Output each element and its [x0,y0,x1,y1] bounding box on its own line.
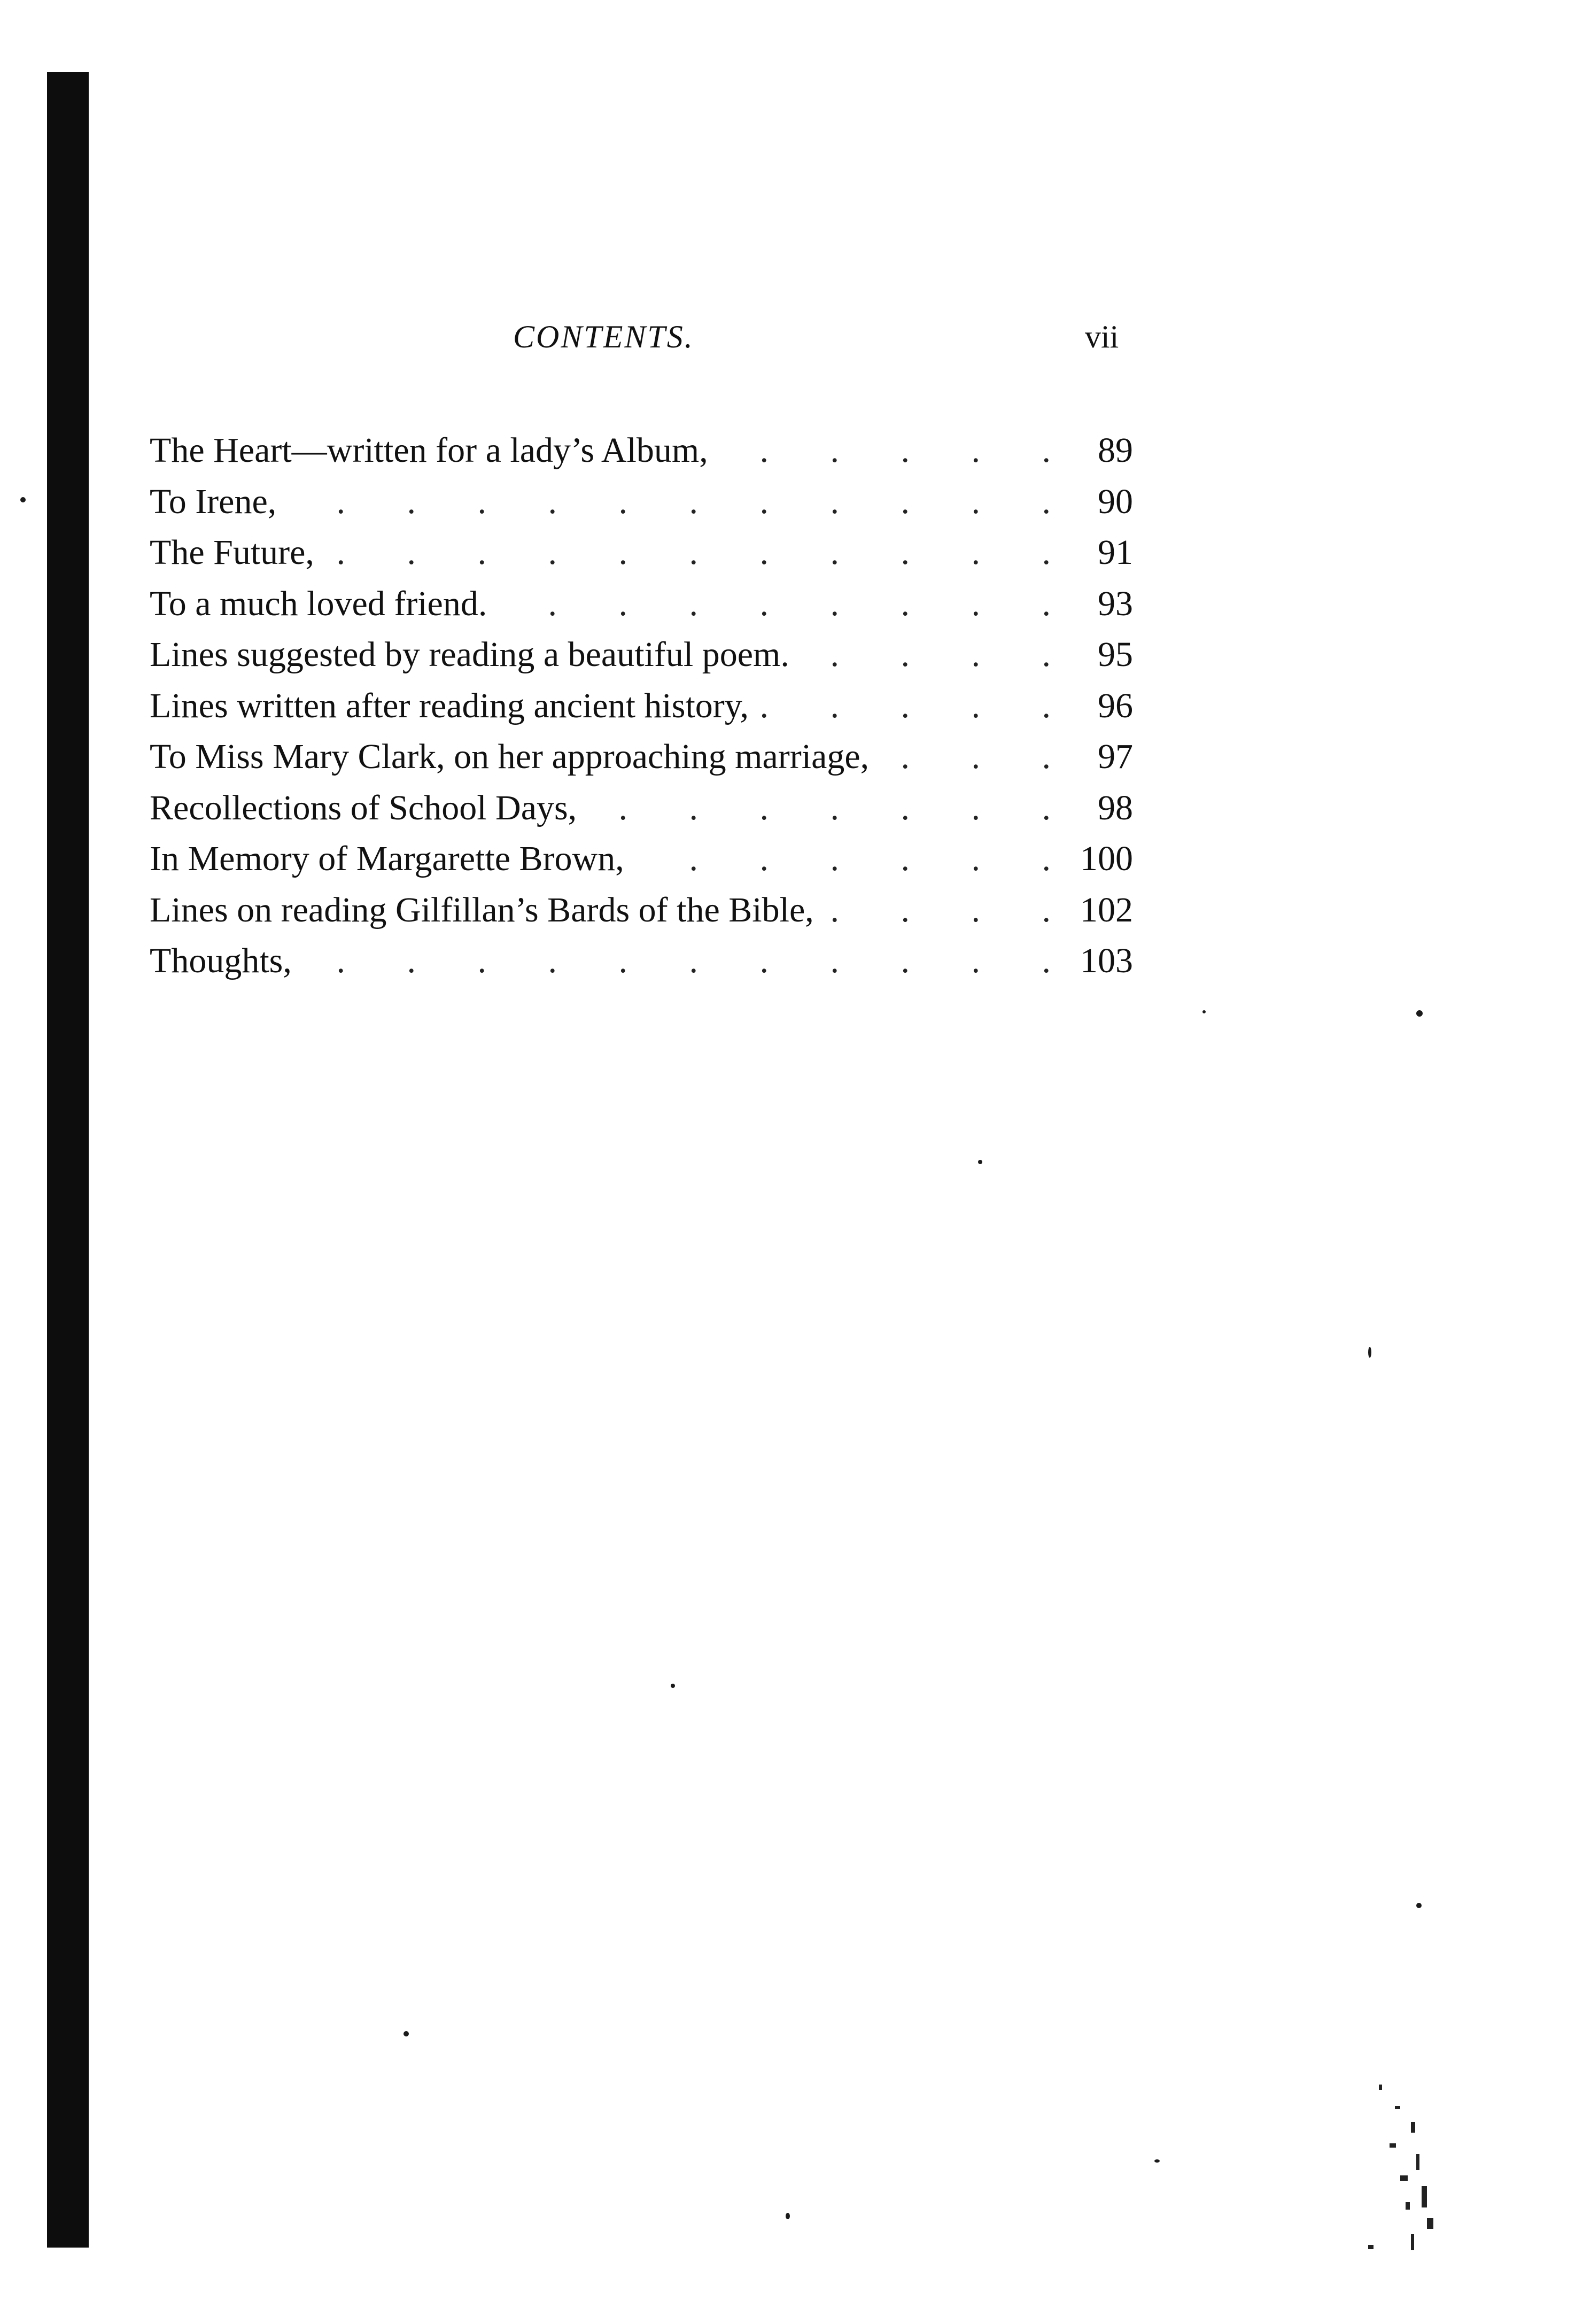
toc-entry-page: 91 [1098,533,1133,572]
toc-entry-title: To Irene, [150,482,277,521]
toc-entry-title: The Heart—written for a lady’s Album, [150,431,708,470]
toc-entry-page: 96 [1098,686,1133,725]
toc-entry [150,476,1133,528]
toc-entry [150,425,1133,476]
toc-entry [150,833,1133,885]
scan-speck [978,1160,982,1164]
dot-leader [876,731,1051,782]
toc-entry-page: 89 [1098,431,1133,470]
toc-entry-title: Recollections of School Days, [150,788,577,827]
toc-entry-page: 93 [1098,584,1133,623]
toc-entry-page: 95 [1098,635,1133,675]
dot-leader [284,476,1051,527]
toc-entry-page: 100 [1080,839,1133,879]
table-of-contents [150,425,1133,987]
toc-entry-title: The Future, [150,533,314,572]
scan-speck [403,2031,409,2036]
dot-leader [716,425,1051,476]
toc-entry [150,935,1133,987]
scan-speck [1416,1010,1423,1017]
toc-entry [150,731,1133,783]
toc-entry-title: To a much loved friend. [150,584,487,623]
scan-speck [20,497,26,502]
dot-leader [299,935,1051,986]
toc-entry-title: In Memory of Margarette Brown, [150,839,624,879]
toc-entry [150,885,1133,936]
dot-leader [632,833,1051,884]
dot-leader [756,680,1051,731]
toc-entry-page: 103 [1080,941,1133,981]
toc-entry [150,578,1133,630]
toc-entry-title: Lines written after reading ancient history, [150,686,749,725]
toc-entry-page: 97 [1098,737,1133,777]
dot-leader [797,629,1051,680]
dot-leader [821,885,1051,935]
toc-entry-title: Lines suggested by reading a beautiful poem. [150,635,789,675]
binding-shadow [47,72,89,2248]
dot-leader [584,783,1051,833]
scan-speck [671,1684,675,1688]
page-header [0,310,1583,363]
page-number: vii [1085,319,1119,354]
dot-leader [322,527,1051,578]
toc-entry-page: 102 [1080,890,1133,929]
scan-speck [786,2213,790,2219]
toc-entry-page: 90 [1098,482,1133,521]
toc-entry [150,783,1133,834]
toc-entry [150,629,1133,680]
scan-speck [1202,1010,1206,1013]
toc-entry-title: Lines on reading Gilfillan’s Bards of the Bible, [150,890,814,929]
toc-entry [150,680,1133,732]
toc-entry-title: To Miss Mary Clark, on her approaching marriage, [150,737,870,777]
toc-entry [150,527,1133,578]
toc-entry-title: Thoughts, [150,941,292,981]
dot-leader [494,578,1051,629]
running-title: CONTENTS. [513,319,694,354]
scan-noise [1357,2074,1443,2261]
scan-speck [1416,1903,1422,1908]
toc-entry-page: 98 [1098,788,1133,827]
scan-speck [1154,2159,1160,2163]
scan-speck [1368,1347,1371,1358]
